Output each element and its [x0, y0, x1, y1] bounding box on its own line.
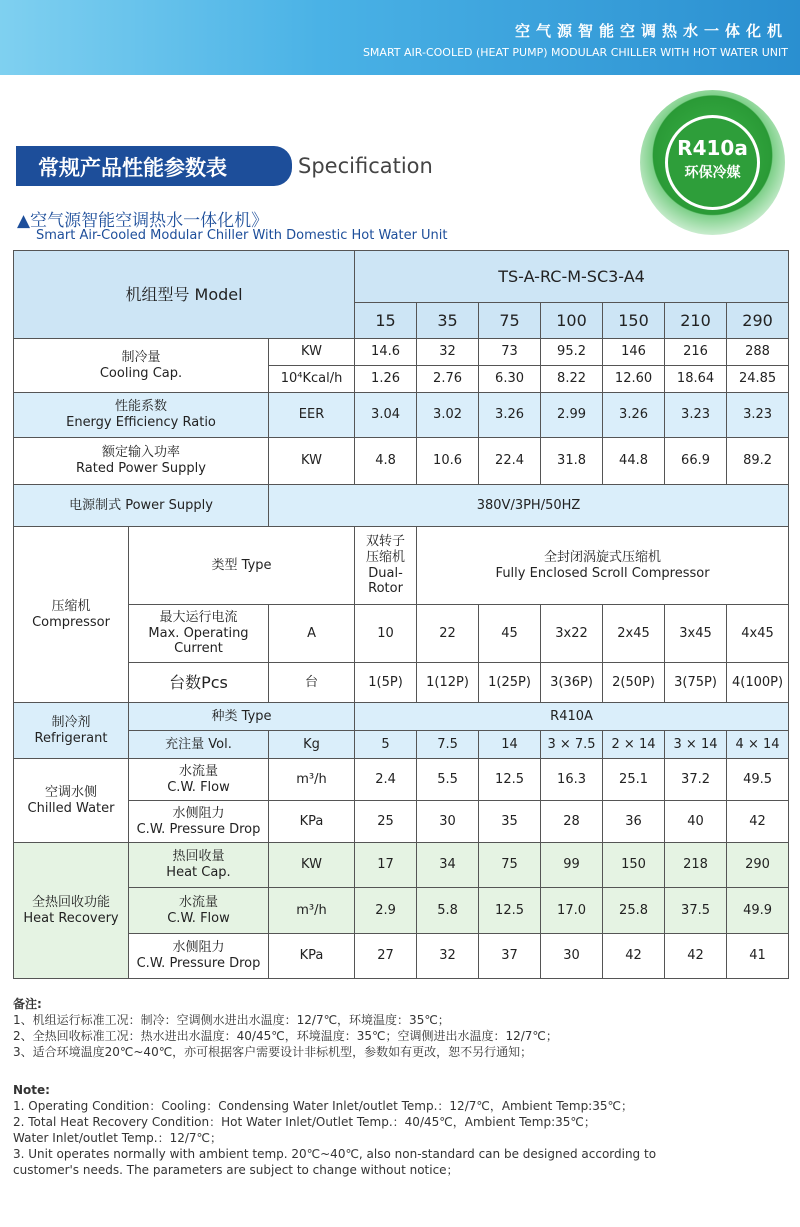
value-cell: 89.2: [727, 438, 789, 485]
value-cell: 35: [479, 801, 541, 843]
value-cell: 146: [603, 339, 665, 366]
model-cell: 290: [727, 303, 789, 339]
value-cell: 1(12P): [417, 663, 479, 703]
value-cell: 3(75P): [665, 663, 727, 703]
eer-row: [14, 393, 789, 438]
value-cell: 49.5: [727, 759, 789, 801]
value-cell: 12.60: [603, 366, 665, 393]
model-cell: 210: [665, 303, 727, 339]
value-cell: 40: [665, 801, 727, 843]
value-cell: 36: [603, 801, 665, 843]
refrigerant-kind-value: R410A: [355, 703, 789, 731]
value-cell: 3x45: [665, 605, 727, 663]
value-cell: 45: [479, 605, 541, 663]
note-line: 3、适合环境温度20℃~40℃，亦可根据客户需要设计非标机型，参数如有更改，恕不另行通知；: [13, 1045, 533, 1059]
value-cell: 16.3: [541, 759, 603, 801]
value-cell: 1(5P): [355, 663, 417, 703]
value-cell: 2.4: [355, 759, 417, 801]
compressor-label: 压缩机 Compressor: [14, 527, 129, 703]
refrigerant-label: 制冷剂 Refrigerant: [14, 703, 129, 759]
value-cell: 37.5: [665, 888, 727, 934]
value-cell: 14.6: [355, 339, 417, 366]
model-cell: 75: [479, 303, 541, 339]
heat-flow-row: [14, 888, 789, 934]
eer-label: 性能系数 Energy Efficiency Ratio: [14, 393, 269, 438]
value-cell: 17.0: [541, 888, 603, 934]
header-title-en: SMART AIR-COOLED (HEAT PUMP) MODULAR CHILLER WITH HOT WATER UNIT: [362, 46, 788, 59]
unit-cell: KPa: [269, 801, 355, 843]
notes-cn: [13, 996, 788, 1060]
cooling-kw-row: [14, 339, 789, 366]
value-cell: 75: [479, 843, 541, 888]
value-cell: 3.02: [417, 393, 479, 438]
supply-value: 380V/3PH/50HZ: [269, 485, 789, 527]
page-title-en: Specification: [298, 154, 433, 178]
compressor-type-label: 类型 Type: [129, 527, 355, 605]
heat-cap-row: [14, 843, 789, 888]
value-cell: 18.64: [665, 366, 727, 393]
power-row: [14, 438, 789, 485]
compressor-type-rest: 全封闭涡旋式压缩机 Fully Enclosed Scroll Compressor: [417, 527, 789, 605]
charge-label: 充注量 Vol.: [129, 731, 269, 759]
page-title-cn: 常规产品性能参数表: [38, 156, 227, 180]
value-cell: 6.30: [479, 366, 541, 393]
r410a-badge: [640, 90, 785, 235]
value-cell: 32: [417, 339, 479, 366]
value-cell: 30: [417, 801, 479, 843]
note-line: Water Inlet/outlet Temp.：12/7℃；: [13, 1131, 223, 1145]
compressor-type-row: [14, 527, 789, 605]
note-line: 2、全热回收标准工况：热水进出水温度：40/45℃，环境温度：35℃；空调侧进出水温度：12/7℃；: [13, 1029, 558, 1043]
value-cell: 4(100P): [727, 663, 789, 703]
chilled-flow-label: 水流量 C.W. Flow: [129, 759, 269, 801]
value-cell: 66.9: [665, 438, 727, 485]
notes-en: [13, 1082, 788, 1178]
value-cell: 31.8: [541, 438, 603, 485]
refrigerant-charge-row: [14, 731, 789, 759]
value-cell: 2x45: [603, 605, 665, 663]
chilled-drop-label: 水侧阻力 C.W. Pressure Drop: [129, 801, 269, 843]
value-cell: 3(36P): [541, 663, 603, 703]
value-cell: 2(50P): [603, 663, 665, 703]
value-cell: 30: [541, 934, 603, 979]
value-cell: 5.5: [417, 759, 479, 801]
value-cell: 10: [355, 605, 417, 663]
value-cell: 7.5: [417, 731, 479, 759]
value-cell: 37: [479, 934, 541, 979]
subtitle-cn: ▲空气源智能空调热水一体化机》: [17, 211, 269, 231]
value-cell: 4x45: [727, 605, 789, 663]
spec-table: [13, 250, 789, 979]
value-cell: 4 × 14: [727, 731, 789, 759]
value-cell: 3 × 7.5: [541, 731, 603, 759]
model-cell: 35: [417, 303, 479, 339]
pcs-label: 台数Pcs: [129, 663, 269, 703]
value-cell: 37.2: [665, 759, 727, 801]
value-cell: 218: [665, 843, 727, 888]
unit-cell: KW: [269, 843, 355, 888]
value-cell: 3x22: [541, 605, 603, 663]
value-cell: 42: [603, 934, 665, 979]
value-cell: 12.5: [479, 888, 541, 934]
model-cell: 150: [603, 303, 665, 339]
notes-en-heading: Note:: [13, 1083, 50, 1097]
unit-cell: 台: [269, 663, 355, 703]
badge-refrigerant: R410a: [677, 136, 748, 160]
value-cell: 27: [355, 934, 417, 979]
model-cell: 15: [355, 303, 417, 339]
heat-label: 全热回收功能 Heat Recovery: [14, 843, 129, 979]
refrigerant-type-row: [14, 703, 789, 731]
heat-cap-label: 热回收量 Heat Cap.: [129, 843, 269, 888]
value-cell: 22.4: [479, 438, 541, 485]
value-cell: 24.85: [727, 366, 789, 393]
value-cell: 4.8: [355, 438, 417, 485]
value-cell: 1(25P): [479, 663, 541, 703]
chilled-drop-row: [14, 801, 789, 843]
supply-label: 电源制式 Power Supply: [14, 485, 269, 527]
value-cell: 32: [417, 934, 479, 979]
value-cell: 49.9: [727, 888, 789, 934]
value-cell: 44.8: [603, 438, 665, 485]
header-title-cn: 空气源智能空调热水一体化机: [514, 22, 788, 40]
value-cell: 3.26: [603, 393, 665, 438]
value-cell: 3.26: [479, 393, 541, 438]
badge-eco: 环保冷媒: [684, 165, 741, 181]
value-cell: 25.8: [603, 888, 665, 934]
value-cell: 3 × 14: [665, 731, 727, 759]
model-cell: 100: [541, 303, 603, 339]
unit-cell: 10⁴Kcal/h: [269, 366, 355, 393]
value-cell: 42: [727, 801, 789, 843]
model-series: TS-A-RC-M-SC3-A4: [355, 251, 789, 303]
value-cell: 28: [541, 801, 603, 843]
header-band: [0, 0, 800, 75]
value-cell: 41: [727, 934, 789, 979]
supply-row: [14, 485, 789, 527]
current-label: 最大运行电流 Max. Operating Current: [129, 605, 269, 663]
unit-cell: m³/h: [269, 888, 355, 934]
note-line: 1. Operating Condition：Cooling：Condensing Water Inlet/outlet Temp.：12/7℃，Ambient Temp:35℃；: [13, 1099, 633, 1113]
value-cell: 10.6: [417, 438, 479, 485]
value-cell: 216: [665, 339, 727, 366]
value-cell: 2.76: [417, 366, 479, 393]
value-cell: 150: [603, 843, 665, 888]
heat-drop-row: [14, 934, 789, 979]
unit-cell: KPa: [269, 934, 355, 979]
value-cell: 42: [665, 934, 727, 979]
unit-cell: A: [269, 605, 355, 663]
value-cell: 2.99: [541, 393, 603, 438]
compressor-type-first: 双转子 压缩机 Dual- Rotor: [355, 527, 417, 605]
value-cell: 3.23: [727, 393, 789, 438]
subtitle-en: Smart Air-Cooled Modular Chiller With Domestic Hot Water Unit: [36, 228, 448, 243]
chilled-flow-row: [14, 759, 789, 801]
value-cell: 3.04: [355, 393, 417, 438]
value-cell: 8.22: [541, 366, 603, 393]
title-bar: [16, 146, 292, 186]
notes-cn-heading: 备注:: [13, 997, 42, 1011]
value-cell: 95.2: [541, 339, 603, 366]
value-cell: 25.1: [603, 759, 665, 801]
value-cell: 1.26: [355, 366, 417, 393]
value-cell: 288: [727, 339, 789, 366]
value-cell: 22: [417, 605, 479, 663]
chilled-label: 空调水侧 Chilled Water: [14, 759, 129, 843]
value-cell: 99: [541, 843, 603, 888]
unit-cell: KW: [269, 438, 355, 485]
value-cell: 12.5: [479, 759, 541, 801]
compressor-pcs-row: [14, 663, 789, 703]
compressor-current-row: [14, 605, 789, 663]
value-cell: 3.23: [665, 393, 727, 438]
unit-cell: m³/h: [269, 759, 355, 801]
note-line: customer's needs. The parameters are subject to change without notice；: [13, 1163, 459, 1177]
note-line: 3. Unit operates normally with ambient temp. 20℃~40℃, also non-standard can be designed according to: [13, 1147, 657, 1161]
value-cell: 17: [355, 843, 417, 888]
heat-drop-label: 水侧阻力 C.W. Pressure Drop: [129, 934, 269, 979]
unit-cell: EER: [269, 393, 355, 438]
model-label: 机组型号 Model: [14, 251, 355, 339]
value-cell: 5.8: [417, 888, 479, 934]
value-cell: 25: [355, 801, 417, 843]
power-label: 额定输入功率 Rated Power Supply: [14, 438, 269, 485]
value-cell: 14: [479, 731, 541, 759]
unit-cell: Kg: [269, 731, 355, 759]
value-cell: 2.9: [355, 888, 417, 934]
value-cell: 2 × 14: [603, 731, 665, 759]
note-line: 2. Total Heat Recovery Condition：Hot Water Inlet/Outlet Temp.：40/45℃，Ambient Temp:35℃；: [13, 1115, 596, 1129]
heat-flow-label: 水流量 C.W. Flow: [129, 888, 269, 934]
value-cell: 290: [727, 843, 789, 888]
cooling-label: 制冷量 Cooling Cap.: [14, 339, 269, 393]
value-cell: 5: [355, 731, 417, 759]
value-cell: 73: [479, 339, 541, 366]
unit-cell: KW: [269, 339, 355, 366]
value-cell: 34: [417, 843, 479, 888]
refrigerant-kind-label: 种类 Type: [129, 703, 355, 731]
note-line: 1、机组运行标准工况：制冷：空调侧水进出水温度：12/7℃，环境温度：35℃；: [13, 1013, 450, 1027]
